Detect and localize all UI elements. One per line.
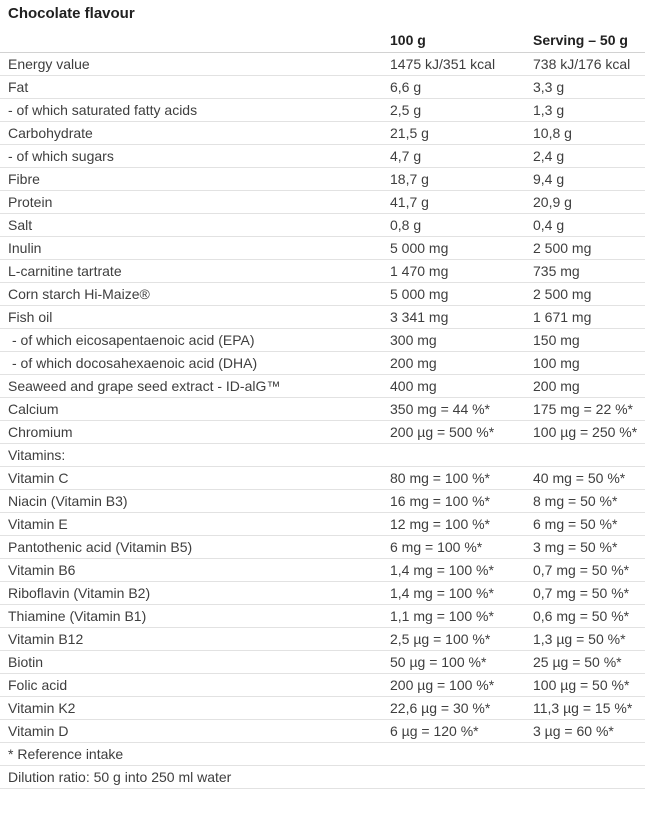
footnote-row <box>0 742 645 765</box>
table-row <box>0 558 645 581</box>
table-row <box>0 236 645 259</box>
table-row <box>0 52 645 75</box>
value-per-serving: 100 µg = 250 %* <box>533 420 645 443</box>
row-label: Vitamin C <box>0 466 390 489</box>
value-per-100g: 350 mg = 44 %* <box>390 397 533 420</box>
table-row <box>0 673 645 696</box>
row-label: Fibre <box>0 167 390 190</box>
value-per-100g: 12 mg = 100 %* <box>390 512 533 535</box>
table-row <box>0 627 645 650</box>
value-per-serving: 1,3 µg = 50 %* <box>533 627 645 650</box>
row-label: Fat <box>0 75 390 98</box>
value-per-100g: 5 000 mg <box>390 282 533 305</box>
value-per-100g: 0,8 g <box>390 213 533 236</box>
value-per-serving: 40 mg = 50 %* <box>533 466 645 489</box>
header-row <box>0 29 645 52</box>
row-label: Vitamin B6 <box>0 558 390 581</box>
value-per-serving: 0,7 mg = 50 %* <box>533 581 645 604</box>
row-label: - of which saturated fatty acids <box>0 98 390 121</box>
footnote-label: Dilution ratio: 50 g into 250 ml water <box>0 765 645 788</box>
table-row <box>0 696 645 719</box>
footnote-label: * Reference intake <box>0 742 645 765</box>
table-row <box>0 351 645 374</box>
value-per-100g: 21,5 g <box>390 121 533 144</box>
value-per-serving: 0,7 mg = 50 %* <box>533 558 645 581</box>
row-label: Chromium <box>0 420 390 443</box>
table-row <box>0 144 645 167</box>
row-label: Calcium <box>0 397 390 420</box>
row-label: - of which eicosapentaenoic acid (EPA) <box>0 328 390 351</box>
table-row <box>0 535 645 558</box>
value-per-serving: 2 500 mg <box>533 236 645 259</box>
row-label: Niacin (Vitamin B3) <box>0 489 390 512</box>
section-row <box>0 443 645 466</box>
row-label: Vitamin D <box>0 719 390 742</box>
value-per-serving: 150 mg <box>533 328 645 351</box>
value-per-serving: 2 500 mg <box>533 282 645 305</box>
value-per-serving: 9,4 g <box>533 167 645 190</box>
value-per-100g: 18,7 g <box>390 167 533 190</box>
table-row <box>0 167 645 190</box>
row-label: Fish oil <box>0 305 390 328</box>
value-per-100g: 1475 kJ/351 kcal <box>390 52 533 75</box>
table-row <box>0 604 645 627</box>
value-per-100g: 1,1 mg = 100 %* <box>390 604 533 627</box>
table-row <box>0 259 645 282</box>
row-label: - of which sugars <box>0 144 390 167</box>
value-per-serving: 1,3 g <box>533 98 645 121</box>
value-per-serving: 25 µg = 50 %* <box>533 650 645 673</box>
row-label: Vitamin B12 <box>0 627 390 650</box>
page-title: Chocolate flavour <box>8 5 135 22</box>
value-per-100g: 200 µg = 100 %* <box>390 673 533 696</box>
value-per-100g: 3 341 mg <box>390 305 533 328</box>
value-per-100g: 300 mg <box>390 328 533 351</box>
table-row <box>0 374 645 397</box>
row-label: L-carnitine tartrate <box>0 259 390 282</box>
row-label: Vitamin K2 <box>0 696 390 719</box>
value-per-serving: 3,3 g <box>533 75 645 98</box>
value-per-100g: 50 µg = 100 %* <box>390 650 533 673</box>
row-label: Corn starch Hi-Maize® <box>0 282 390 305</box>
header-empty-cell <box>0 29 390 52</box>
value-per-serving: 6 mg = 50 %* <box>533 512 645 535</box>
value-per-serving: 11,3 µg = 15 %* <box>533 696 645 719</box>
table-row <box>0 98 645 121</box>
header-per-100g: 100 g <box>390 29 533 52</box>
table-row <box>0 581 645 604</box>
table-row <box>0 420 645 443</box>
value-per-100g: 200 mg <box>390 351 533 374</box>
nutrition-table <box>0 29 645 789</box>
row-label: Salt <box>0 213 390 236</box>
table-row <box>0 213 645 236</box>
value-per-100g: 16 mg = 100 %* <box>390 489 533 512</box>
value-per-100g: 1,4 mg = 100 %* <box>390 558 533 581</box>
value-per-serving: 8 mg = 50 %* <box>533 489 645 512</box>
value-per-100g: 6 µg = 120 %* <box>390 719 533 742</box>
row-label: Protein <box>0 190 390 213</box>
table-row <box>0 282 645 305</box>
value-per-100g: 200 µg = 500 %* <box>390 420 533 443</box>
value-per-100g: 80 mg = 100 %* <box>390 466 533 489</box>
value-per-serving: 20,9 g <box>533 190 645 213</box>
row-label: Inulin <box>0 236 390 259</box>
table-row <box>0 190 645 213</box>
value-per-serving: 735 mg <box>533 259 645 282</box>
nutrition-table-header <box>0 29 645 52</box>
value-per-100g: 22,6 µg = 30 %* <box>390 696 533 719</box>
header-per-serving: Serving – 50 g <box>533 29 645 52</box>
nutrition-table-rows <box>0 52 645 788</box>
table-row <box>0 328 645 351</box>
row-label: Carbohydrate <box>0 121 390 144</box>
value-per-100g: 41,7 g <box>390 190 533 213</box>
table-row <box>0 75 645 98</box>
value-per-serving: 200 mg <box>533 374 645 397</box>
row-label: Riboflavin (Vitamin B2) <box>0 581 390 604</box>
table-row <box>0 397 645 420</box>
value-per-100g: 1,4 mg = 100 %* <box>390 581 533 604</box>
row-label: Pantothenic acid (Vitamin B5) <box>0 535 390 558</box>
row-label: Vitamins: <box>0 443 390 466</box>
row-label: Vitamin E <box>0 512 390 535</box>
value-per-100g: 6 mg = 100 %* <box>390 535 533 558</box>
value-per-serving: 100 µg = 50 %* <box>533 673 645 696</box>
value-per-100g: 4,7 g <box>390 144 533 167</box>
row-label: Biotin <box>0 650 390 673</box>
value-per-serving: 738 kJ/176 kcal <box>533 52 645 75</box>
table-row <box>0 512 645 535</box>
value-per-100g: 2,5 g <box>390 98 533 121</box>
value-per-100g: 2,5 µg = 100 %* <box>390 627 533 650</box>
value-per-100g <box>390 443 533 466</box>
value-per-serving <box>533 443 645 466</box>
footnote-row <box>0 765 645 788</box>
table-row <box>0 489 645 512</box>
value-per-100g: 6,6 g <box>390 75 533 98</box>
value-per-serving: 3 µg = 60 %* <box>533 719 645 742</box>
value-per-100g: 5 000 mg <box>390 236 533 259</box>
value-per-serving: 1 671 mg <box>533 305 645 328</box>
row-label: Folic acid <box>0 673 390 696</box>
table-row <box>0 466 645 489</box>
value-per-100g: 400 mg <box>390 374 533 397</box>
value-per-serving: 175 mg = 22 %* <box>533 397 645 420</box>
row-label: Thiamine (Vitamin B1) <box>0 604 390 627</box>
table-row <box>0 719 645 742</box>
value-per-serving: 0,6 mg = 50 %* <box>533 604 645 627</box>
row-label: Seaweed and grape seed extract - ID-alG™ <box>0 374 390 397</box>
table-row <box>0 121 645 144</box>
row-label: Energy value <box>0 52 390 75</box>
table-row <box>0 305 645 328</box>
value-per-serving: 2,4 g <box>533 144 645 167</box>
value-per-serving: 10,8 g <box>533 121 645 144</box>
table-row <box>0 650 645 673</box>
row-label: - of which docosahexaenoic acid (DHA) <box>0 351 390 374</box>
value-per-100g: 1 470 mg <box>390 259 533 282</box>
value-per-serving: 100 mg <box>533 351 645 374</box>
value-per-serving: 3 mg = 50 %* <box>533 535 645 558</box>
value-per-serving: 0,4 g <box>533 213 645 236</box>
